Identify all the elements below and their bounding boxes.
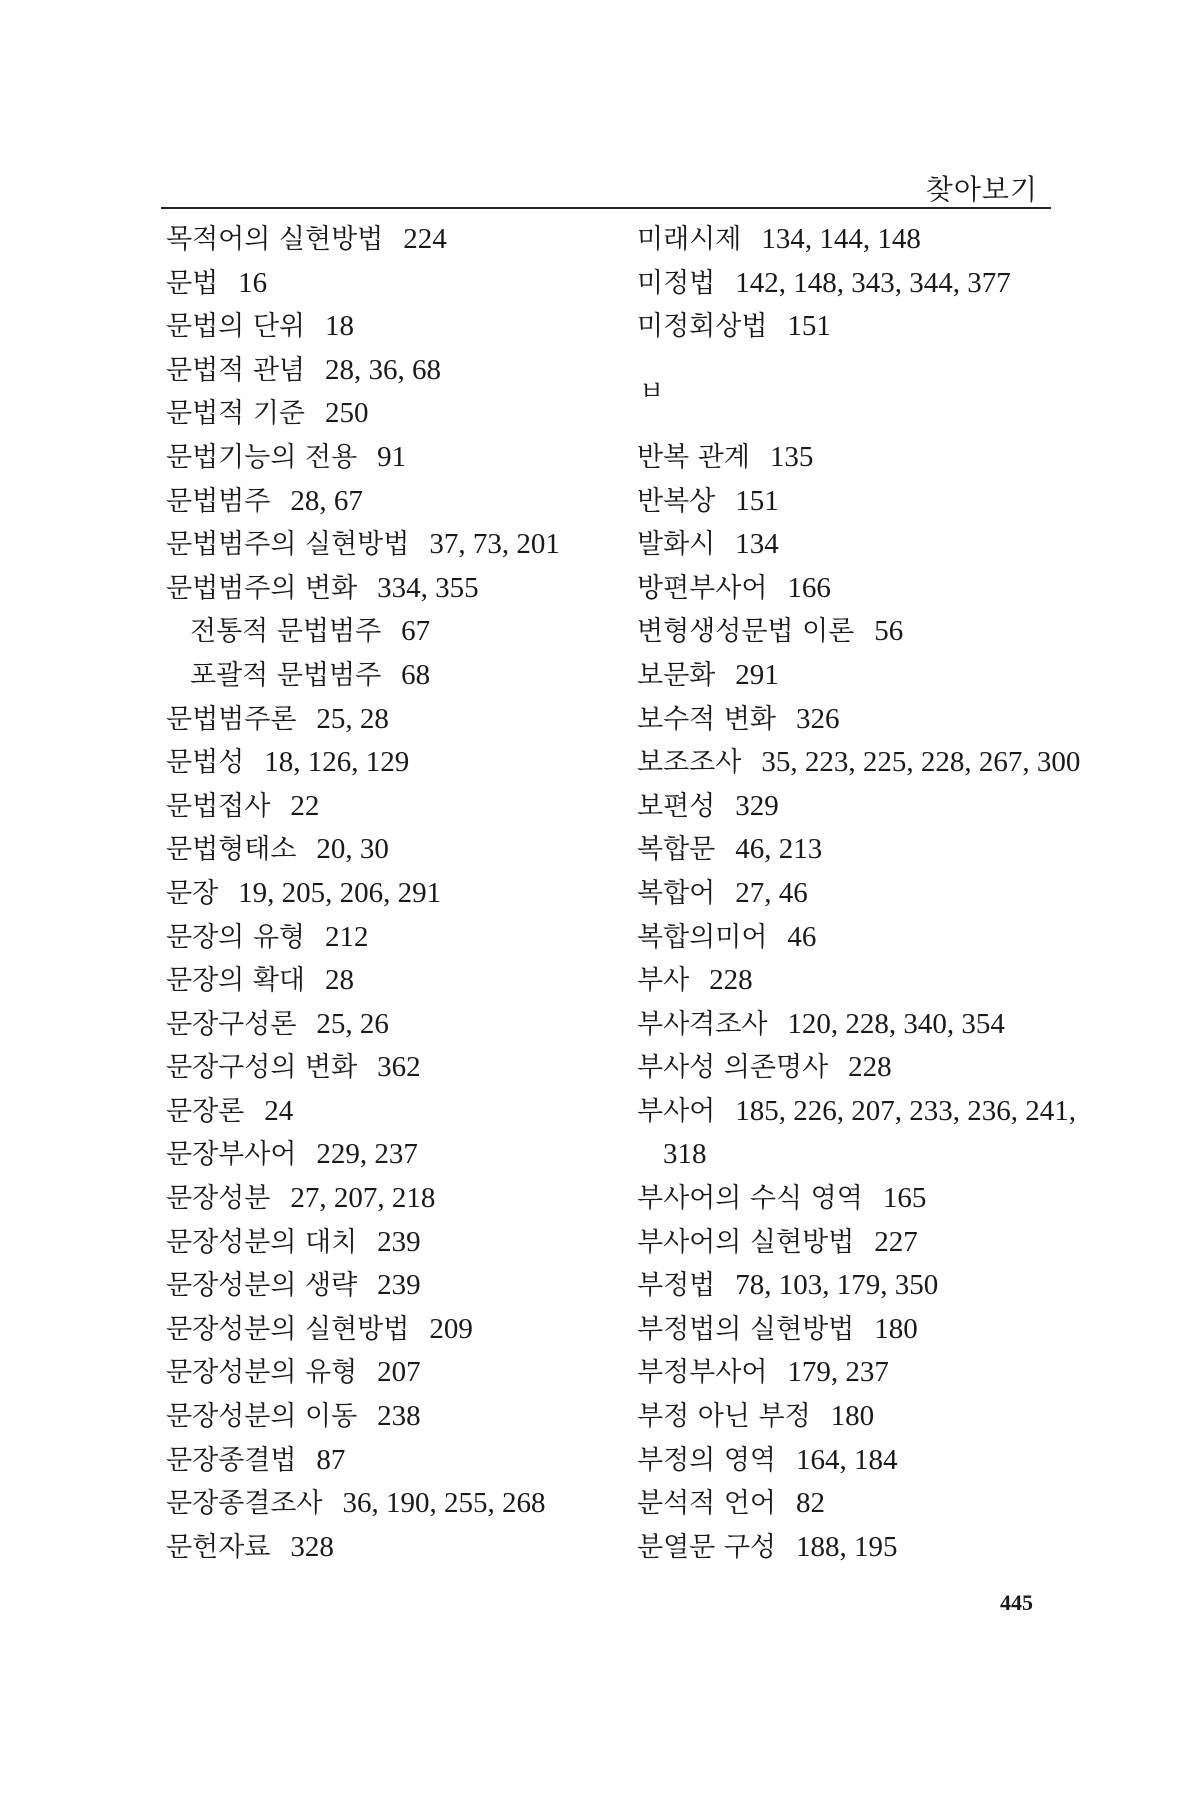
- index-term: 부정부사어: [637, 1357, 768, 1389]
- index-entry: [166, 785, 606, 829]
- index-term: 문장의 유형: [166, 921, 305, 953]
- index-entry: [637, 480, 1077, 524]
- index-pages: 16: [238, 266, 268, 299]
- index-entry: [166, 436, 606, 480]
- index-pages: 165: [882, 1182, 927, 1215]
- index-pages: 19, 205, 206, 291: [238, 876, 442, 909]
- index-entry: [637, 1482, 1077, 1526]
- index-entry: [637, 305, 1077, 349]
- index-term: 문법적 기준: [166, 398, 305, 430]
- index-entry: [166, 1003, 606, 1047]
- index-entry: [637, 436, 1077, 480]
- index-section-heading: ㅂ: [639, 376, 665, 407]
- index-pages: 180: [874, 1312, 918, 1345]
- index-pages: 67: [401, 615, 431, 648]
- index-pages: 328: [290, 1530, 334, 1563]
- index-entry: [166, 1482, 606, 1526]
- index-entry: [637, 741, 1081, 785]
- index-pages: 224: [403, 223, 447, 255]
- index-term: 분열문 구성: [637, 1531, 776, 1563]
- index-pages: 35, 223, 225, 228, 267, 300: [761, 746, 1081, 779]
- index-pages: 209: [429, 1312, 473, 1345]
- index-subentry: [166, 654, 606, 698]
- index-term: 부정 아닌 부정: [637, 1401, 811, 1433]
- index-term: 문법범주론: [166, 703, 297, 735]
- index-entry: [166, 349, 606, 393]
- index-entry: [166, 959, 606, 1003]
- index-entry: [637, 1046, 1077, 1090]
- index-pages: 318: [663, 1138, 707, 1171]
- index-term: 문법: [166, 267, 219, 299]
- index-pages: 134, 144, 148: [761, 223, 921, 255]
- index-term: 발화시: [637, 529, 716, 561]
- index-entry: [637, 218, 1077, 262]
- index-term: 문장성분의 대치: [166, 1226, 358, 1258]
- index-entry: [166, 480, 606, 524]
- header-rule: [161, 207, 1051, 209]
- index-pages: 229, 237: [316, 1138, 418, 1171]
- index-pages: 164, 184: [796, 1443, 898, 1476]
- index-pages: 37, 73, 201: [429, 528, 560, 561]
- index-term: 문법기능의 전용: [166, 441, 358, 473]
- index-entry: [637, 785, 1077, 829]
- index-term: 복합문: [637, 834, 716, 866]
- index-entry: [637, 959, 1077, 1003]
- index-term: 부사성 의존명사: [637, 1052, 829, 1084]
- index-term: 문법형태소: [166, 834, 297, 866]
- index-pages: 185, 226, 207, 233, 236, 241,: [735, 1094, 1076, 1127]
- index-entry: [166, 1264, 606, 1308]
- index-pages: 36, 190, 255, 268: [342, 1487, 546, 1520]
- index-pages: 166: [787, 571, 831, 604]
- index-entry: [166, 1351, 606, 1395]
- index-entry: [637, 523, 1077, 567]
- index-pages: 22: [290, 789, 320, 822]
- index-pages: 25, 28: [316, 702, 389, 735]
- index-entry: [166, 741, 606, 785]
- index-term: 보문화: [637, 659, 716, 691]
- index-entry: [166, 262, 606, 306]
- index-pages: 28, 36, 68: [325, 353, 441, 386]
- index-term: 변형생성문법 이론: [637, 616, 855, 648]
- index-pages: 27, 46: [735, 876, 808, 909]
- index-entry: [637, 828, 1077, 872]
- index-term: 문장종결법: [166, 1444, 297, 1476]
- index-subentry: [166, 610, 606, 654]
- index-term: 문장종결조사: [166, 1488, 323, 1520]
- index-entry: [166, 218, 606, 262]
- page-number: 445: [1000, 1590, 1033, 1615]
- index-term: 문장구성론: [166, 1008, 297, 1040]
- index-term: 목적어의 실현방법: [166, 224, 384, 255]
- index-term: 반복상: [637, 485, 716, 517]
- index-entry: [166, 1526, 606, 1570]
- index-pages: 334, 355: [377, 571, 479, 604]
- index-term: 포괄적 문법범주: [190, 659, 382, 691]
- index-term: 문법성: [166, 747, 245, 779]
- index-term: 부사: [637, 965, 690, 997]
- index-pages: 135: [769, 440, 814, 473]
- index-pages: 24: [264, 1094, 294, 1127]
- index-entry: [166, 1046, 606, 1090]
- index-pages: 28, 67: [290, 484, 363, 517]
- index-pages: 91: [377, 440, 407, 473]
- index-entry: [637, 654, 1077, 698]
- index-term: 방편부사어: [637, 572, 768, 604]
- index-entry: [637, 1221, 1077, 1265]
- index-term: 복합어: [637, 877, 716, 909]
- index-pages: 180: [830, 1400, 875, 1433]
- index-entry: [166, 392, 606, 436]
- index-term: 문법범주의 실현방법: [166, 529, 410, 561]
- index-pages: 20, 30: [316, 833, 389, 866]
- index-term: 복합의미어: [637, 921, 768, 953]
- index-pages: 142, 148, 343, 344, 377: [735, 266, 1011, 299]
- index-column-left: [166, 218, 606, 1569]
- index-term: 문장성분의 생략: [166, 1270, 358, 1302]
- index-pages: 46: [787, 920, 817, 953]
- index-pages: 228: [709, 964, 753, 997]
- index-term: 문법접사: [166, 790, 271, 822]
- index-entry: [637, 262, 1077, 306]
- index-pages: 329: [735, 789, 779, 822]
- index-term: 부사어의 수식 영역: [637, 1183, 863, 1215]
- index-pages: 18, 126, 129: [264, 746, 410, 779]
- index-entry: [637, 567, 1077, 611]
- index-entry: [637, 1090, 1077, 1134]
- index-entry: [637, 1308, 1077, 1352]
- index-pages: 82: [796, 1487, 825, 1520]
- index-pages: 18: [325, 310, 354, 343]
- index-pages: 228: [848, 1051, 892, 1084]
- index-pages: 291: [735, 658, 779, 691]
- index-pages: 188, 195: [796, 1530, 898, 1563]
- index-term: 문장성분의 유형: [166, 1357, 358, 1389]
- index-pages: 87: [316, 1443, 346, 1476]
- index-pages: 56: [874, 615, 904, 648]
- index-term: 문장부사어: [166, 1139, 297, 1171]
- index-term: 부사격조사: [637, 1008, 768, 1040]
- index-term: 문장의 확대: [166, 965, 305, 997]
- index-entry: [637, 1439, 1077, 1483]
- index-term: 문법범주의 변화: [166, 572, 358, 604]
- index-term: 문장성분의 실현방법: [166, 1313, 410, 1345]
- index-entry: [166, 305, 606, 349]
- index-pages: 239: [377, 1269, 421, 1302]
- index-pages: 239: [377, 1225, 421, 1258]
- index-pages: 326: [796, 702, 840, 735]
- index-term: 분석적 언어: [637, 1488, 776, 1520]
- index-entry: [166, 567, 606, 611]
- index-entry: [166, 872, 606, 916]
- index-pages: 212: [325, 920, 369, 953]
- index-pages: 207: [377, 1356, 421, 1389]
- index-term: 보조조사: [637, 747, 742, 779]
- index-entry: [637, 610, 1077, 654]
- index-entry: [166, 916, 606, 960]
- index-term: 전통적 문법범주: [190, 616, 382, 648]
- index-term: 문장성분: [166, 1183, 271, 1215]
- index-entry: [637, 1526, 1077, 1570]
- index-pages: 250: [325, 397, 369, 430]
- index-pages: 238: [377, 1400, 421, 1433]
- index-pages: 151: [735, 484, 779, 517]
- index-term: 부사어의 실현방법: [637, 1226, 855, 1258]
- index-term: 보수적 변화: [637, 703, 776, 735]
- index-term: 부정법의 실현방법: [637, 1313, 855, 1345]
- index-pages: 179, 237: [787, 1356, 889, 1389]
- index-term: 미정회상법: [637, 311, 768, 343]
- index-entry: [637, 872, 1077, 916]
- index-term: 문법적 관념: [166, 354, 305, 386]
- index-pages: 27, 207, 218: [290, 1182, 436, 1215]
- index-pages: 68: [401, 658, 431, 691]
- index-entry: [166, 1221, 606, 1265]
- index-term: 미정법: [637, 267, 716, 299]
- index-term: 문장구성의 변화: [166, 1052, 358, 1084]
- index-entry: [637, 1395, 1077, 1439]
- index-entry: [166, 828, 606, 872]
- index-column-right: [637, 218, 1081, 1569]
- index-entry: [637, 698, 1077, 742]
- index-pages: 25, 26: [316, 1007, 389, 1040]
- index-pages: 134: [735, 528, 779, 561]
- index-term: 문헌자료: [166, 1531, 271, 1563]
- index-term: 부정법: [637, 1270, 716, 1302]
- index-entry: [166, 698, 606, 742]
- index-entry: [637, 1351, 1077, 1395]
- index-pages-continuation: [637, 1133, 1077, 1177]
- running-head: 찾아보기: [925, 173, 1038, 206]
- index-term: 부사어: [637, 1095, 716, 1127]
- index-term: 문법범주: [166, 485, 271, 517]
- index-pages: 151: [787, 310, 831, 343]
- index-entry: [166, 1308, 606, 1352]
- index-term: 문장성분의 이동: [166, 1401, 358, 1433]
- index-entry: [637, 1264, 1077, 1308]
- index-pages: 120, 228, 340, 354: [787, 1007, 1005, 1040]
- index-pages: 78, 103, 179, 350: [735, 1269, 939, 1302]
- index-term: 보편성: [637, 790, 716, 822]
- index-pages: 28: [325, 964, 354, 997]
- index-entry: [166, 1133, 606, 1177]
- index-entry: [166, 1090, 606, 1134]
- index-term: 미래시제: [637, 224, 742, 255]
- index-entry: [166, 523, 606, 567]
- index-entry: [166, 1439, 606, 1483]
- index-pages: 227: [874, 1225, 918, 1258]
- index-term: 반복 관계: [637, 441, 750, 473]
- index-entry: [166, 1395, 606, 1439]
- index-entry: [637, 916, 1077, 960]
- index-pages: 46, 213: [735, 833, 823, 866]
- index-entry: [637, 1003, 1077, 1047]
- index-term: 문장: [166, 877, 219, 909]
- index-entry: [637, 1177, 1077, 1221]
- index-term: 문장론: [166, 1095, 245, 1127]
- index-term: 문법의 단위: [166, 311, 305, 343]
- index-term: 부정의 영역: [637, 1444, 776, 1476]
- index-entry: [166, 1177, 606, 1221]
- index-pages: 362: [377, 1051, 421, 1084]
